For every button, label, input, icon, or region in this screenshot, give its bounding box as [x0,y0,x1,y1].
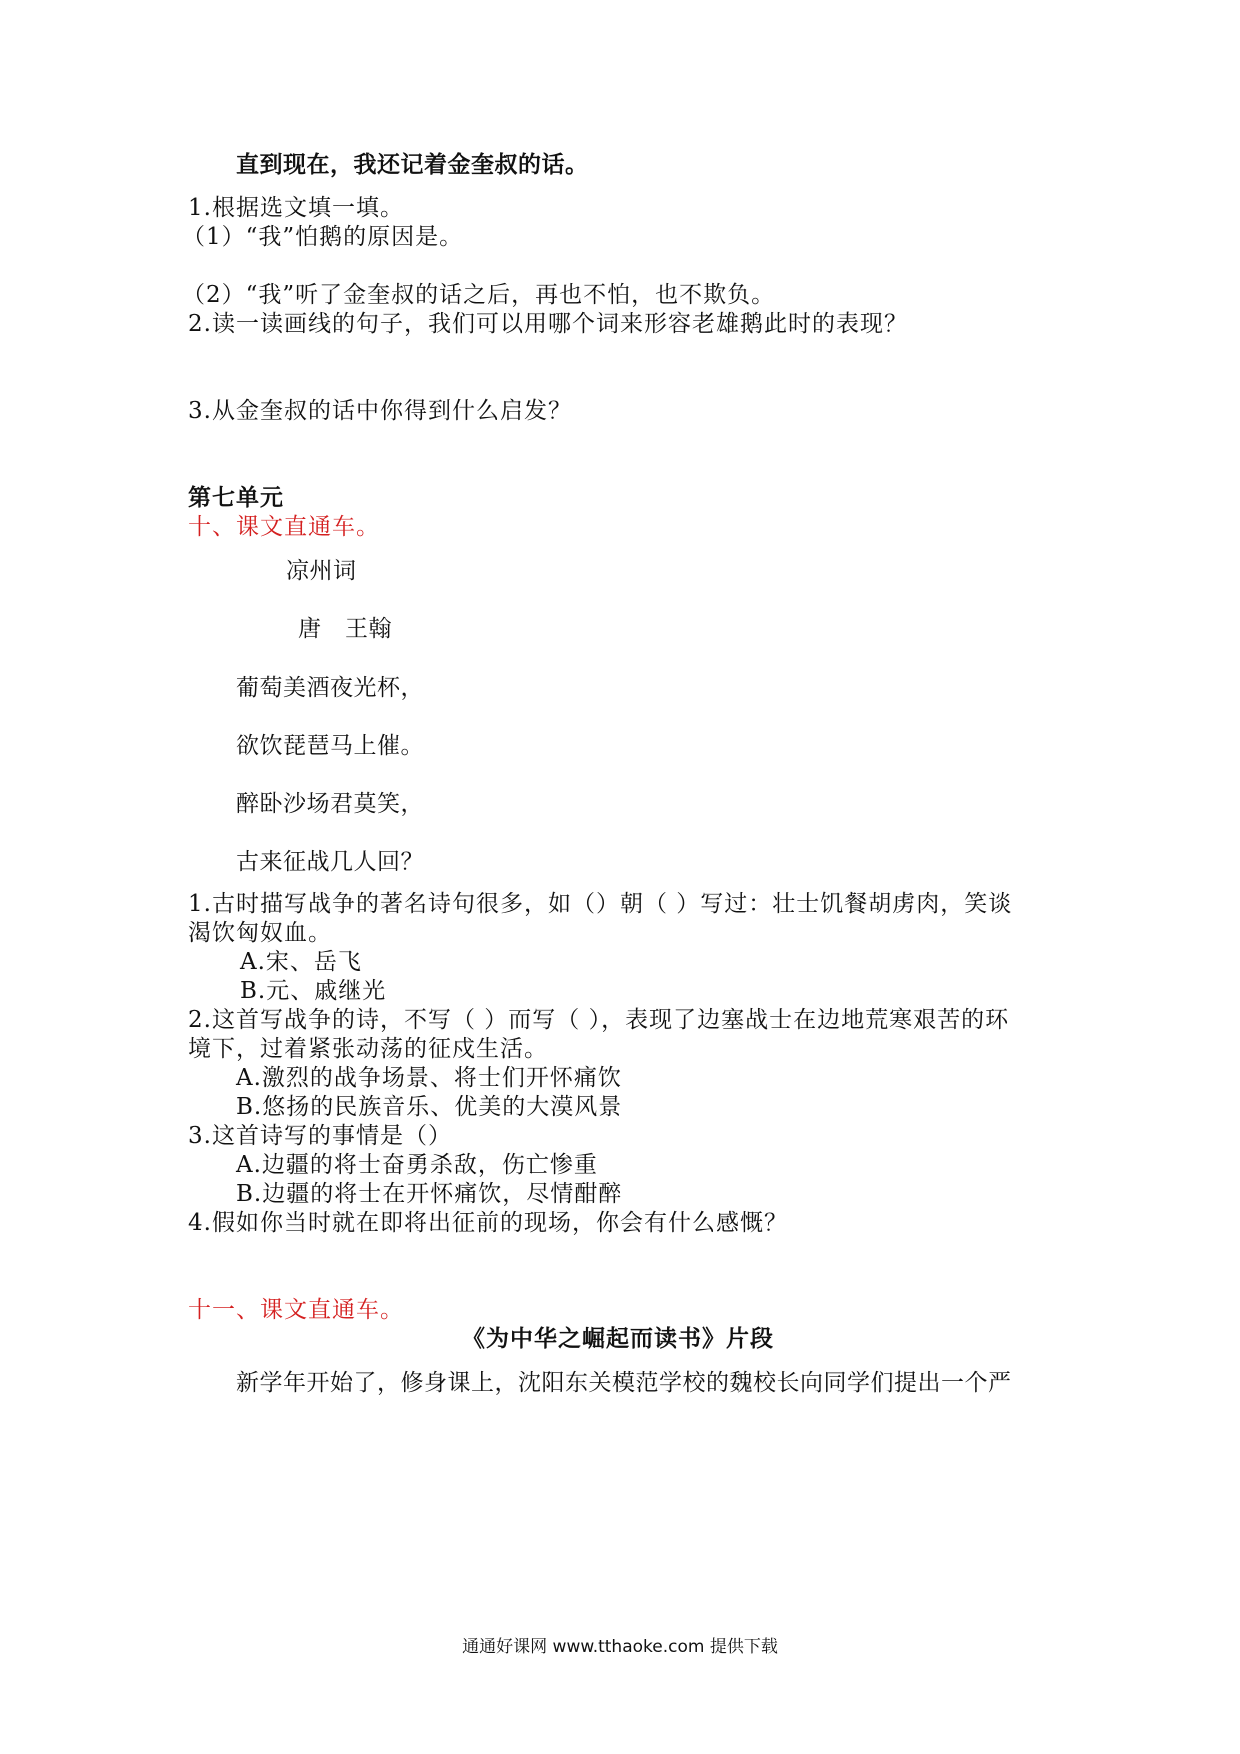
option-a: A.边疆的将士奋勇杀敌，伤亡惨重 [236,1152,598,1178]
poem-question-2-cont: 境下，过着紧张动荡的征戍生活。 [188,1036,548,1062]
unit-title: 第七单元 [188,484,284,511]
option-a: A.宋、岳飞 [240,949,362,975]
poem-line: 葡萄美酒夜光杯， [236,675,424,701]
passage-closing-line: 直到现在，我还记着金奎叔的话。 [236,152,589,178]
question-3: 3.从金奎叔的话中你得到什么启发？ [188,398,572,424]
poem-question-4: 4.假如你当时就在即将出征前的现场，你会有什么感慨？ [188,1210,788,1236]
option-a: A.激烈的战争场景、将士们开怀痛饮 [236,1065,622,1091]
question-1-part-1: （1）“我”怕鹅的原因是。 [182,224,464,250]
poem-question-1-cont: 渴饮匈奴血。 [188,920,332,946]
option-b: B.元、戚继光 [240,978,387,1004]
poem-author: 唐 王翰 [298,616,392,642]
poem-question-1: 1.古时描写战争的著名诗句很多，如（）朝（ ）写过：壮士饥餐胡虏肉，笑谈 [188,891,1013,917]
poem-question-3: 3.这首诗写的事情是（） [188,1123,452,1149]
option-b: B.边疆的将士在开怀痛饮，尽情酣醉 [236,1181,623,1207]
passage-title: 《为中华之崛起而读书》片段 [462,1325,774,1352]
option-b: B.悠扬的民族音乐、优美的大漠风景 [236,1094,623,1120]
section-10-heading: 十、课文直通车。 [188,514,380,540]
section-11-heading: 十一、课文直通车。 [188,1297,404,1323]
question-1-part-2: （2）“我”听了金奎叔的话之后，再也不怕，也不欺负。 [182,282,776,308]
page-footer: 通通好课网 www.tthaoke.com 提供下载 [462,1637,778,1657]
poem-title: 凉州词 [286,558,357,584]
poem-line: 古来征战几人回？ [236,849,424,875]
question-2: 2.读一读画线的句子，我们可以用哪个词来形容老雄鹅此时的表现？ [188,311,908,337]
poem-line: 醉卧沙场君莫笑， [236,791,424,817]
question-1: 1.根据选文填一填。 [188,195,404,221]
poem-line: 欲饮琵琶马上催。 [236,733,424,759]
passage-text: 新学年开始了，修身课上，沈阳东关模范学校的魏校长向同学们提出一个严 [236,1370,1012,1396]
poem-question-2: 2.这首写战争的诗，不写（ ）而写（ ），表现了边塞战士在边地荒寒艰苦的环 [188,1007,1010,1033]
